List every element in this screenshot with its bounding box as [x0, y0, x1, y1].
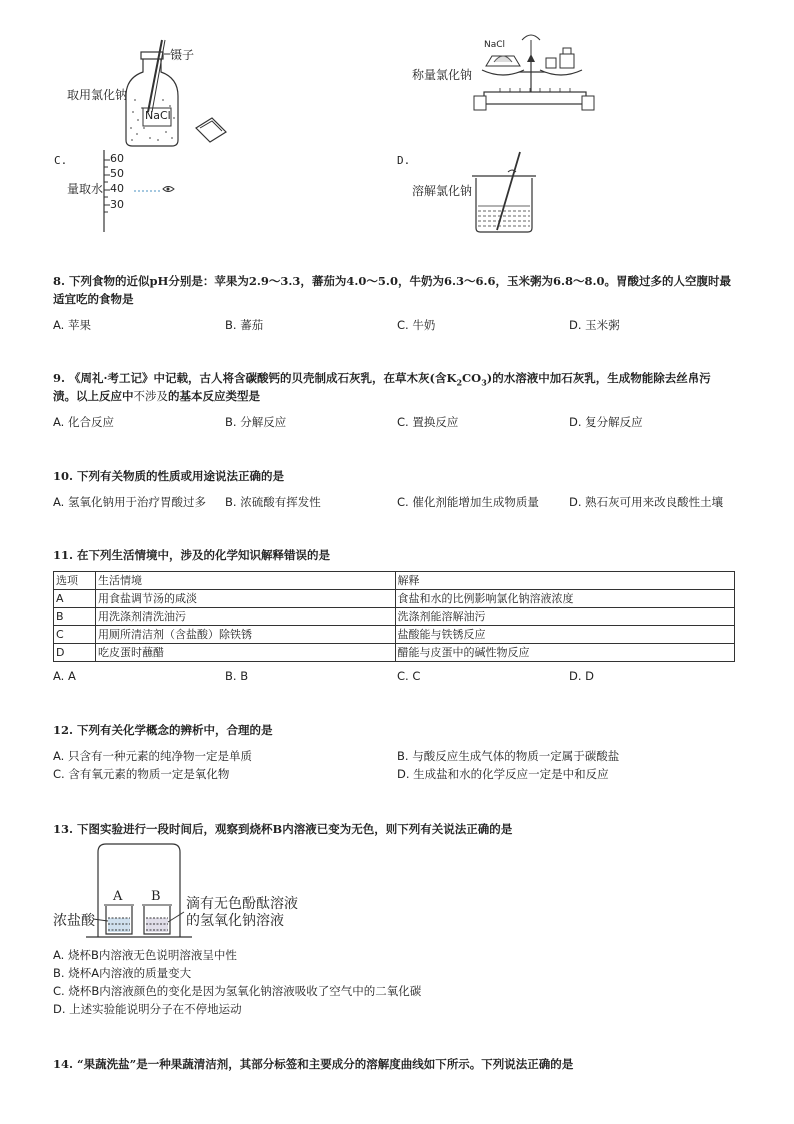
table-cell: C — [54, 626, 96, 644]
q9-option-b: B. 分解反应 — [225, 415, 287, 429]
q12-option-b: B. 与酸反应生成气体的物质一定属于碳酸盐 — [397, 749, 620, 763]
table-cell: 吃皮蛋时蘸醋 — [95, 644, 395, 662]
q9-stem-part-b: CO — [462, 371, 482, 385]
cylinder-tick-40: 40 — [110, 182, 124, 195]
table-cell: 食盐和水的比例影响氯化钠溶液浓度 — [395, 590, 735, 608]
conc-hcl-label: 浓盐酸 — [53, 913, 95, 929]
q8-stem-line1: 8. 下列食物的近似pH分别是：苹果为2.9～3.3，蕃茄为4.0～5.0，牛奶为6.3～6.6，玉米粥为6.8～8.0。胃酸过多的人空腹时最 — [53, 274, 731, 288]
table-header-cell: 选项 — [54, 572, 96, 590]
q10-option-c: C. 催化剂能增加生成物质量 — [397, 495, 539, 509]
q10-option-b: B. 浓硫酸有挥发性 — [225, 495, 321, 509]
table-cell: B — [54, 608, 96, 626]
q10-option-d: D. 熟石灰可用来改良酸性土壤 — [569, 495, 724, 509]
option-letter-d: D. — [397, 154, 411, 167]
cylinder-tick-30: 30 — [110, 198, 124, 211]
q9-stem-sub2: 3 — [481, 377, 487, 388]
q11-option-a: A. A — [53, 669, 76, 683]
beaker-a-label: A — [113, 889, 123, 904]
q12-option-c: C. 含有氧元素的物质一定是氧化物 — [53, 767, 230, 781]
q9-stem-part-a: 9. 《周礼·考工记》中记载，古人将含碳酸钙的贝壳制成石灰乳，在草木灰(含K — [53, 371, 457, 385]
q12-option-d: D. 生成盐和水的化学反应一定是中和反应 — [397, 767, 609, 781]
q8-option-b: B. 蕃茄 — [225, 318, 264, 332]
q11-option-c: C. C — [397, 669, 421, 683]
q9-stem-part-c: )的水溶液中加石灰乳，生成物能除去丝帛污 — [486, 371, 711, 385]
table-cell: 盐酸能与铁锈反应 — [395, 626, 735, 644]
table-cell: 醋能与皮蛋中的碱性物反应 — [395, 644, 735, 662]
measure-water-label: 量取水 — [67, 182, 104, 196]
q9-stem2-emph: 不涉及 — [133, 389, 168, 403]
q8-option-d: D. 玉米粥 — [569, 318, 620, 332]
phenolphthalein-label-2: 的氢氧化钠溶液 — [186, 913, 284, 929]
q14-stem: 14. “果蔬洗盐”是一种果蔬清洁剂，其部分标签和主要成分的溶解度曲线如下所示。下列说法正确的是 — [53, 1057, 574, 1071]
pan-nacl-label: NaCl — [484, 40, 506, 50]
table-cell: D — [54, 644, 96, 662]
q13-option-c: C. 烧杯B内溶液颜色的变化是因为氢氧化钠溶液吸收了空气中的二氧化碳 — [53, 984, 422, 998]
q13-stem: 13. 下图实验进行一段时间后，观察到烧杯B内溶液已变为无色，则下列有关说法正确的是 — [53, 822, 513, 836]
tweezers-label: 镊子 — [170, 48, 195, 62]
q9-option-d: D. 复分解反应 — [569, 415, 643, 429]
q11-option-b: B. B — [225, 669, 249, 683]
table-cell: 用食盐调节汤的咸淡 — [95, 590, 395, 608]
q12-option-a: A. 只含有一种元素的纯净物一定是单质 — [53, 749, 252, 763]
cylinder-tick-60: 60 — [110, 152, 124, 165]
cylinder-tick-50: 50 — [110, 167, 124, 180]
beaker-b-label: B — [151, 889, 161, 904]
dissolve-nacl-label: 溶解氯化钠 — [412, 184, 473, 198]
table-cell: 洗涤剂能溶解油污 — [395, 608, 735, 626]
q9-stem-sub: 2 — [456, 377, 463, 388]
weigh-nacl-label: 称量氯化钠 — [412, 68, 473, 82]
phenolphthalein-label-1: 滴有无色酚酞溶液 — [186, 896, 298, 912]
q8-option-a: A. 苹果 — [53, 318, 91, 332]
bottle-label: NaCl — [145, 109, 171, 122]
table-cell: 用洗涤剂清洗油污 — [95, 608, 395, 626]
figure-ammonia-bell-jar — [0, 0, 320, 950]
q12-stem: 12. 下列有关化学概念的辨析中，合理的是 — [53, 723, 273, 737]
take-nacl-label: 取用氯化钠 — [67, 88, 128, 102]
q10-stem: 10. 下列有关物质的性质或用途说法正确的是 — [53, 469, 285, 483]
q9-option-c: C. 置换反应 — [397, 415, 459, 429]
q13-option-b: B. 烧杯A内溶液的质量变大 — [53, 966, 192, 980]
q13-option-d: D. 上述实验能说明分子在不停地运动 — [53, 1002, 242, 1016]
q8-stem-line2: 适宜吃的食物是 — [53, 292, 134, 306]
q9-option-a: A. 化合反应 — [53, 415, 114, 429]
table-header-cell: 生活情境 — [95, 572, 395, 590]
q11-option-d: D. D — [569, 669, 595, 683]
option-letter-c: C. — [54, 154, 68, 167]
table-cell: A — [54, 590, 96, 608]
q13-option-a: A. 烧杯B内溶液无色说明溶液呈中性 — [53, 948, 237, 962]
q11-stem: 11. 在下列生活情境中，涉及的化学知识解释错误的是 — [53, 548, 331, 562]
q10-option-a: A. 氢氧化钠用于治疗胃酸过多 — [53, 495, 206, 509]
q8-option-c: C. 牛奶 — [397, 318, 436, 332]
table-header-cell: 解释 — [395, 572, 735, 590]
table-cell: 用厕所清洁剂（含盐酸）除铁锈 — [95, 626, 395, 644]
q9-stem2-part-b: 的基本反应类型是 — [168, 389, 260, 403]
q9-stem2-part-a: 渍。以上反应中 — [53, 389, 134, 403]
